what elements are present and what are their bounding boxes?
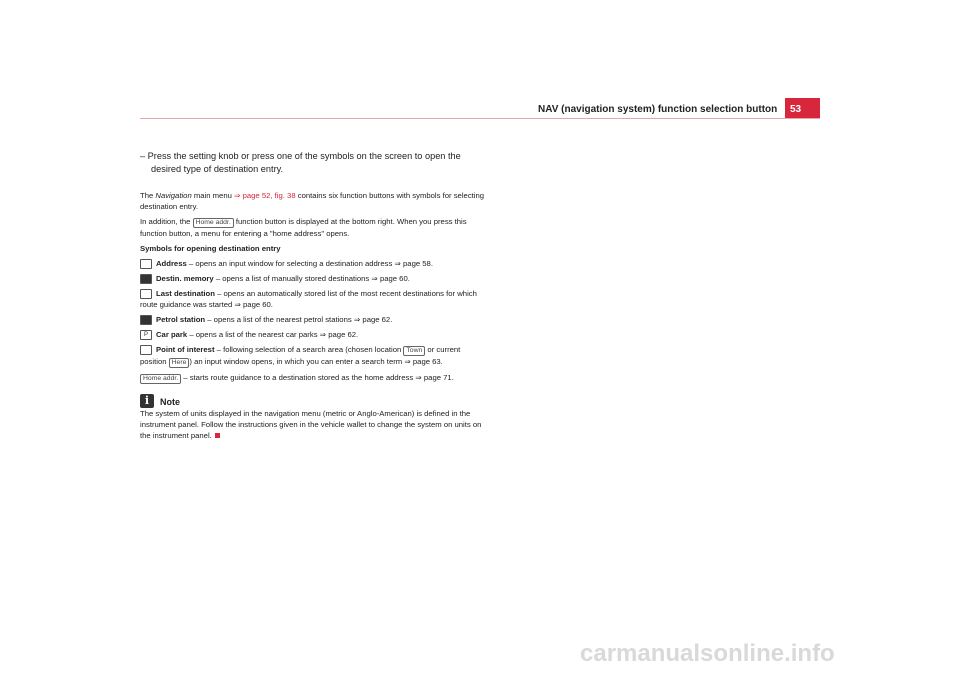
watermark: carmanualsonline.info — [580, 640, 835, 667]
here-button: Here — [169, 358, 190, 368]
text: The — [140, 191, 156, 200]
symbol-desc: – opens an input window for selecting a destination address ⇒ page 58. — [186, 259, 433, 268]
symbol-label: Address — [156, 259, 187, 268]
page-body — [140, 150, 485, 445]
symbol-label: Point of interest — [156, 345, 215, 354]
note-heading — [140, 394, 485, 408]
page-number: 53 — [785, 98, 820, 119]
symbol-desc: – opens a list of manually stored destinations ⇒ page 60. — [213, 274, 410, 283]
symbol-row-last-destination — [140, 288, 485, 310]
home-addr-button: Home addr. — [140, 374, 181, 384]
symbol-row-petrol — [140, 314, 485, 325]
symbol-desc: – starts route guidance to a destination stored as the home address ⇒ page 71. — [181, 373, 454, 382]
symbol-label: Petrol station — [156, 315, 206, 324]
info-icon: i — [140, 394, 154, 408]
memory-icon — [140, 274, 152, 284]
symbols-heading: Symbols for opening destination entry — [140, 244, 281, 253]
symbol-desc: or current position — [140, 345, 461, 366]
symbol-row-address — [140, 258, 485, 269]
text: In addition, the — [140, 217, 193, 226]
symbol-desc: – opens an automatically stored list of the most recent destinations for which route guidance was started ⇒ page 60. — [140, 289, 477, 309]
note-body: The system of units displayed in the navigation menu (metric or Anglo-American) is defined in the instrument panel. Follow the instructions given in the vehicle wallet to change the system on units on the instrument panel. — [140, 409, 482, 440]
symbol-desc: – opens a list of the nearest car parks ⇒ page 62. — [187, 330, 359, 339]
symbol-row-poi — [140, 344, 485, 368]
header-title: NAV (navigation system) function selection button — [538, 104, 778, 115]
symbol-row-memory — [140, 273, 485, 284]
last-destination-icon — [140, 289, 152, 299]
town-button: Town — [403, 346, 425, 356]
text: main menu — [191, 191, 235, 200]
page-link[interactable]: ⇒ page 52, fig. 38 — [234, 191, 296, 200]
symbol-label: Car park — [156, 330, 188, 339]
text: contains six function buttons with symbols for selecting destination entry. — [140, 191, 485, 211]
text: function button is displayed at the bottom right. When you press this function button, a menu for entering a "home address" opens. — [140, 217, 467, 238]
header-rule — [140, 118, 820, 119]
menu-name: Navigation — [155, 191, 192, 200]
note-text — [140, 408, 485, 441]
petrol-icon — [140, 315, 152, 325]
symbol-label: Destin. memory — [156, 274, 214, 283]
symbol-desc: – following selection of a search area (chosen location — [214, 345, 404, 354]
symbol-desc: – opens a list of the nearest petrol stations ⇒ page 62. — [205, 315, 393, 324]
note-title: Note — [160, 397, 180, 407]
home-addr-button: Home addr. — [193, 218, 234, 228]
symbol-desc: ) an input window opens, in which you can enter a search term ⇒ page 63. — [189, 357, 443, 366]
point-of-interest-icon — [140, 345, 152, 355]
end-marker-icon — [215, 433, 220, 438]
intro-paragraph-2 — [140, 216, 485, 239]
car-park-icon: P — [140, 330, 152, 340]
symbol-label: Last destination — [156, 289, 215, 298]
intro-paragraph-1 — [140, 190, 485, 212]
symbol-row-car-park — [140, 329, 485, 340]
address-icon — [140, 259, 152, 269]
instruction: – Press the setting knob or press one of the symbols on the screen to open the desired type of destination entry. — [140, 151, 461, 174]
symbol-row-home — [140, 372, 485, 384]
